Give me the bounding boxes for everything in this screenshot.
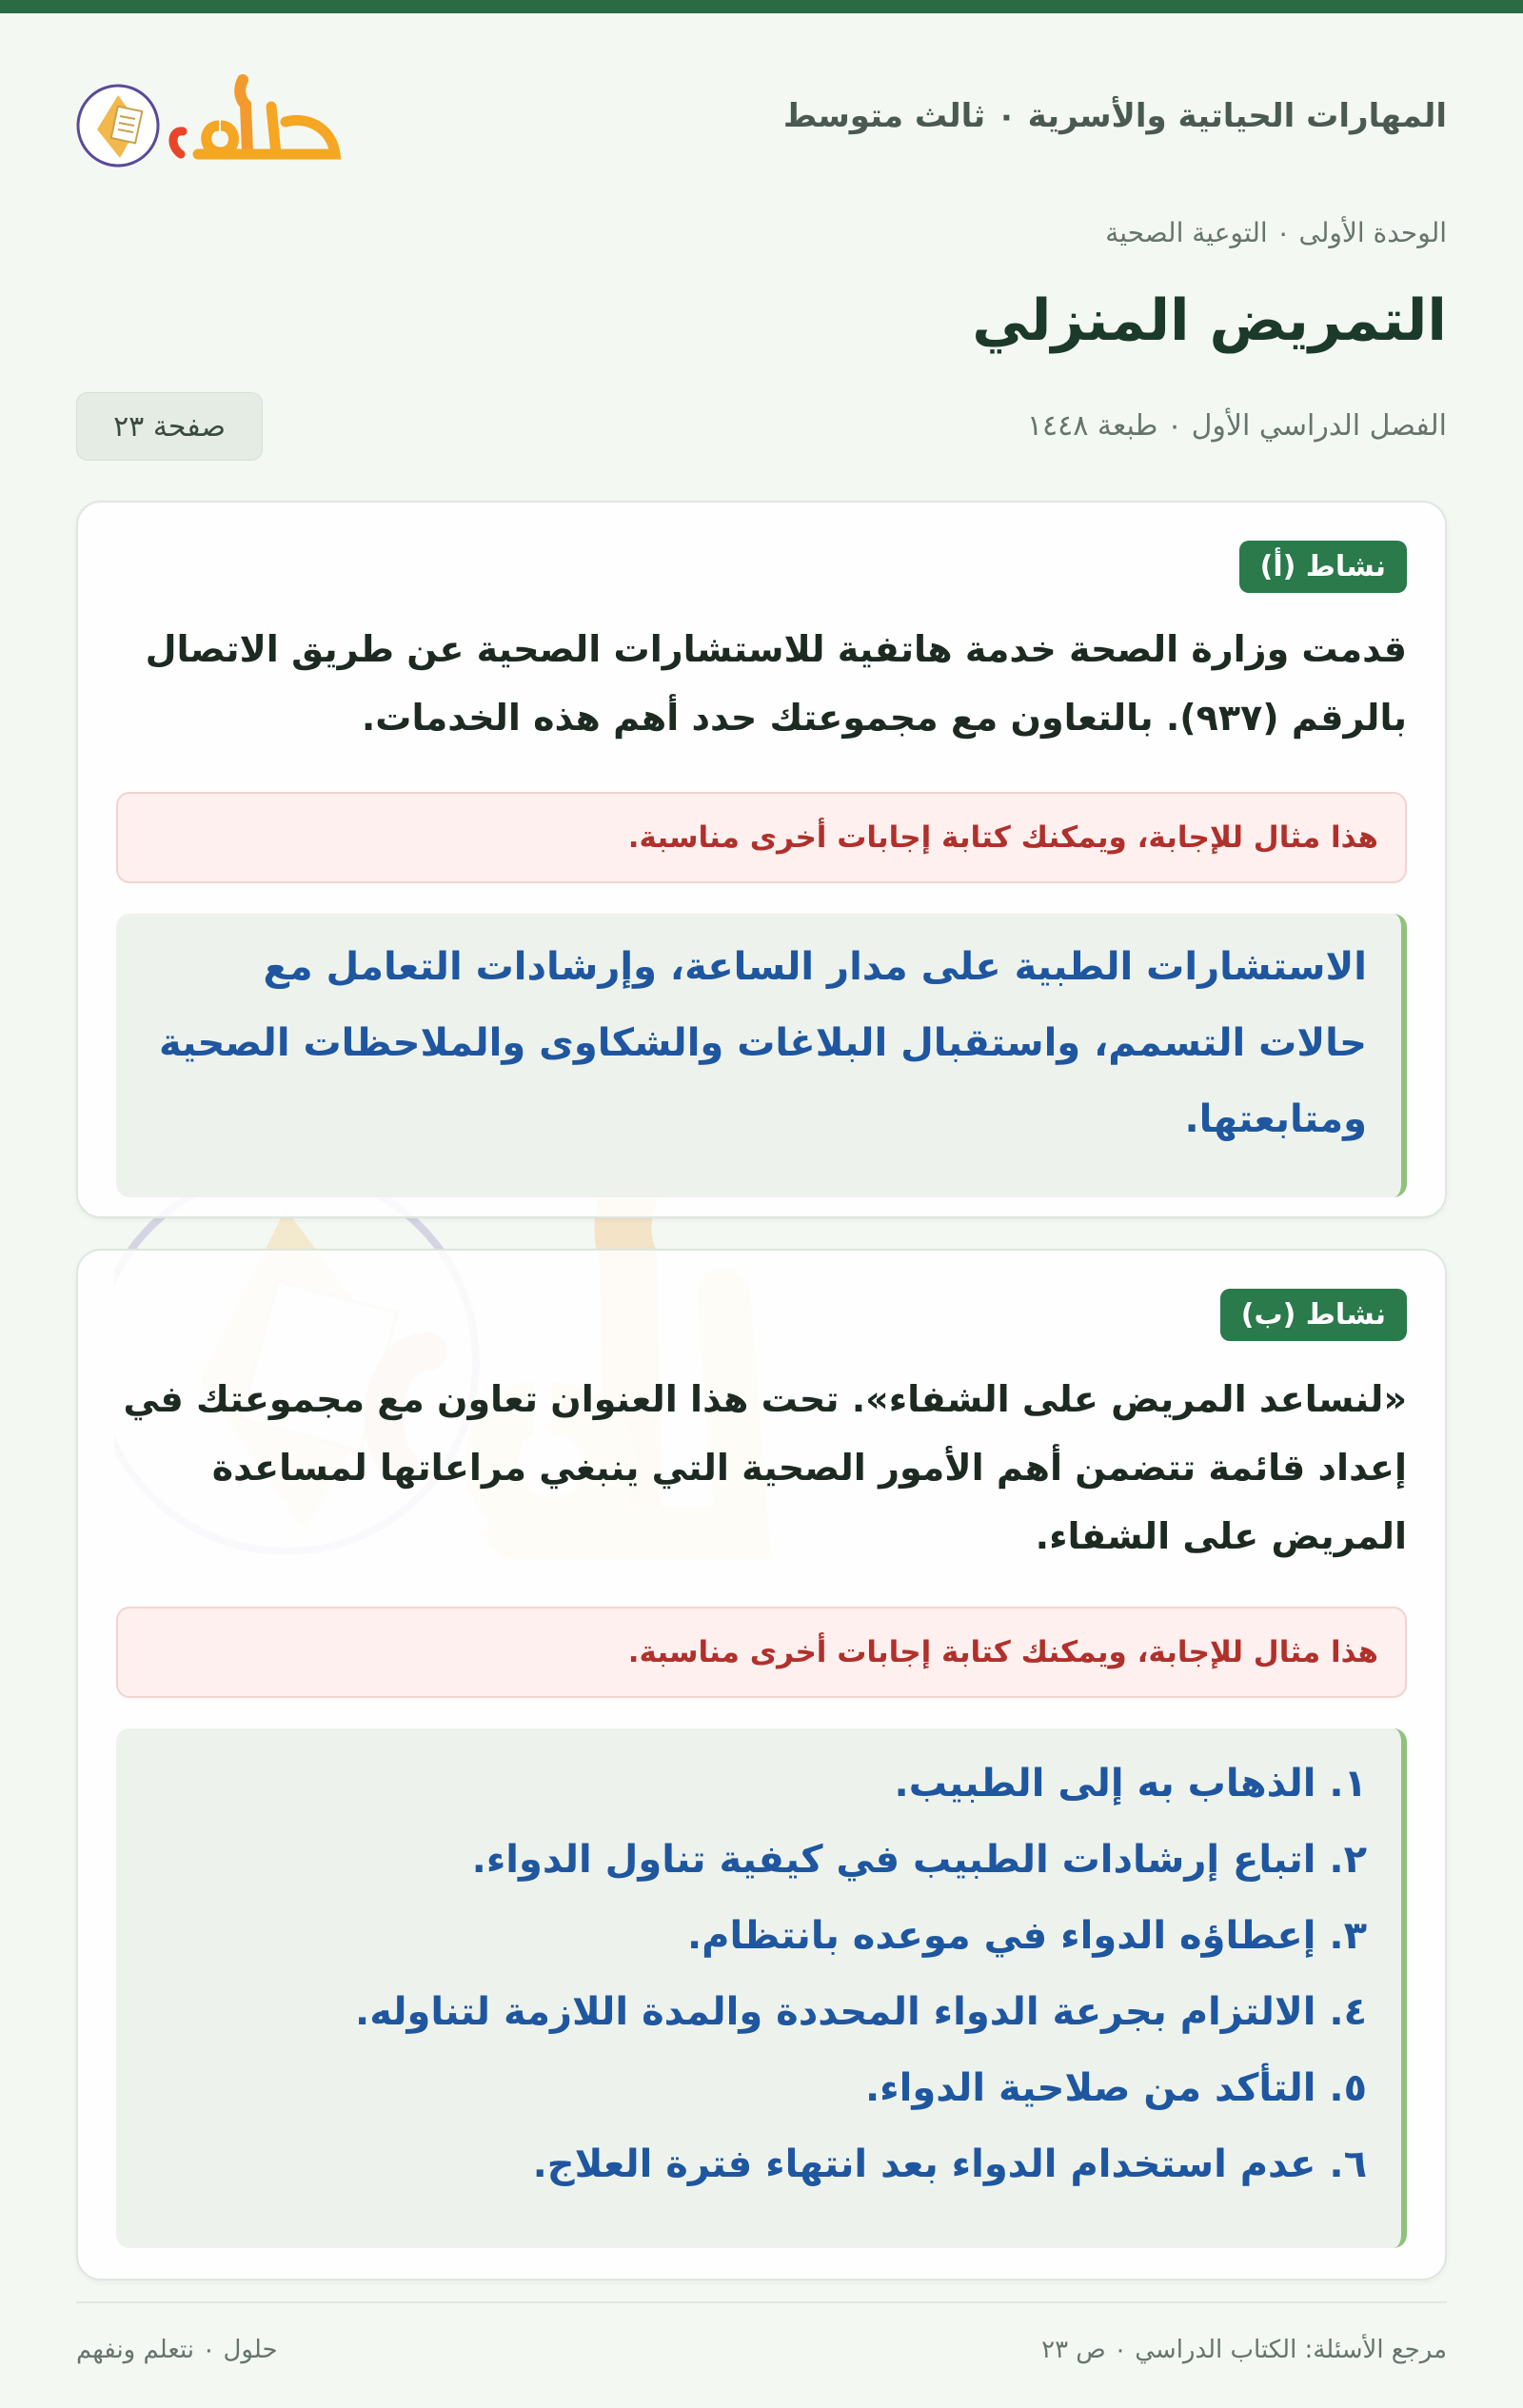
answer-text: الاستشارات الطبية على مدار الساعة، وإرشادات التعامل مع حالات التسمم، واستقبال البلاغات والشكاوى والملاحظات الصحية ومتابعتها.: [158, 945, 1367, 1141]
activity-tag: نشاط (ب): [1220, 1289, 1407, 1341]
list-item: ٦. عدم استخدام الدواء بعد انتهاء فترة العلاج.: [532, 2142, 1367, 2186]
list-item: ٣. إعطاؤه الدواء في موعده بانتظام.: [686, 1914, 1367, 1958]
footer-reference: مرجع الأسئلة: الكتاب الدراسي ٠ ص ٢٣: [1041, 2336, 1447, 2364]
hulul-logo-icon: [76, 67, 352, 181]
answer-note: هذا مثال للإجابة، ويمكنك كتابة إجابات أخرى مناسبة.: [116, 792, 1407, 883]
answer-note: هذا مثال للإجابة، ويمكنك كتابة إجابات أخرى مناسبة.: [116, 1607, 1407, 1698]
answer-list: [154, 1746, 1367, 2202]
subject-title: المهارات الحياتية والأسرية ٠ ثالث متوسط: [782, 97, 1447, 135]
list-item: ١. الذهاب به إلى الطبيب.: [894, 1762, 1367, 1806]
list-item: ٤. الالتزام بجرعة الدواء المحددة والمدة اللازمة لتناوله.: [355, 1990, 1367, 2034]
page-content: [76, 13, 1447, 2408]
top-accent-bar: [0, 0, 1523, 13]
activity-question: «لنساعد المريض على الشفاء». تحت هذا العنوان تعاون مع مجموعتك في إعداد قائمة تتضمن أهم الأمور الصحية التي ينبغي مراعاتها لمساعدة المريض على الشفاء.: [123, 1378, 1407, 1557]
list-item: ٢. اتباع إرشادات الطبيب في كيفية تناول الدواء.: [471, 1838, 1367, 1882]
answer-box: [116, 1728, 1407, 2248]
answer-box: [116, 914, 1407, 1197]
activity-card-b: [76, 1249, 1447, 2280]
breadcrumb: الوحدة الأولى ٠ التوعية الصحية: [1105, 217, 1447, 248]
page-header: [76, 13, 1447, 223]
activity-card-a: [76, 501, 1447, 1218]
edition-meta: الفصل الدراسي الأول ٠ طبعة ١٤٤٨: [1026, 409, 1447, 443]
activity-question: قدمت وزارة الصحة خدمة هاتفية للاستشارات الصحية عن طريق الاتصال بالرقم (٩٣٧). بالتعاون مع مجموعتك حدد أهم هذه الخدمات.: [145, 628, 1407, 739]
footer-brand: حلول ٠ نتعلم ونفهم: [76, 2336, 278, 2364]
page-title: التمريض المنزلي: [972, 287, 1447, 354]
list-item: ٥. التأكد من صلاحية الدواء.: [864, 2066, 1367, 2110]
activity-tag: نشاط (أ): [1239, 541, 1407, 593]
footer-divider: [76, 2301, 1447, 2303]
page-number-badge: صفحة ٢٣: [76, 392, 263, 461]
